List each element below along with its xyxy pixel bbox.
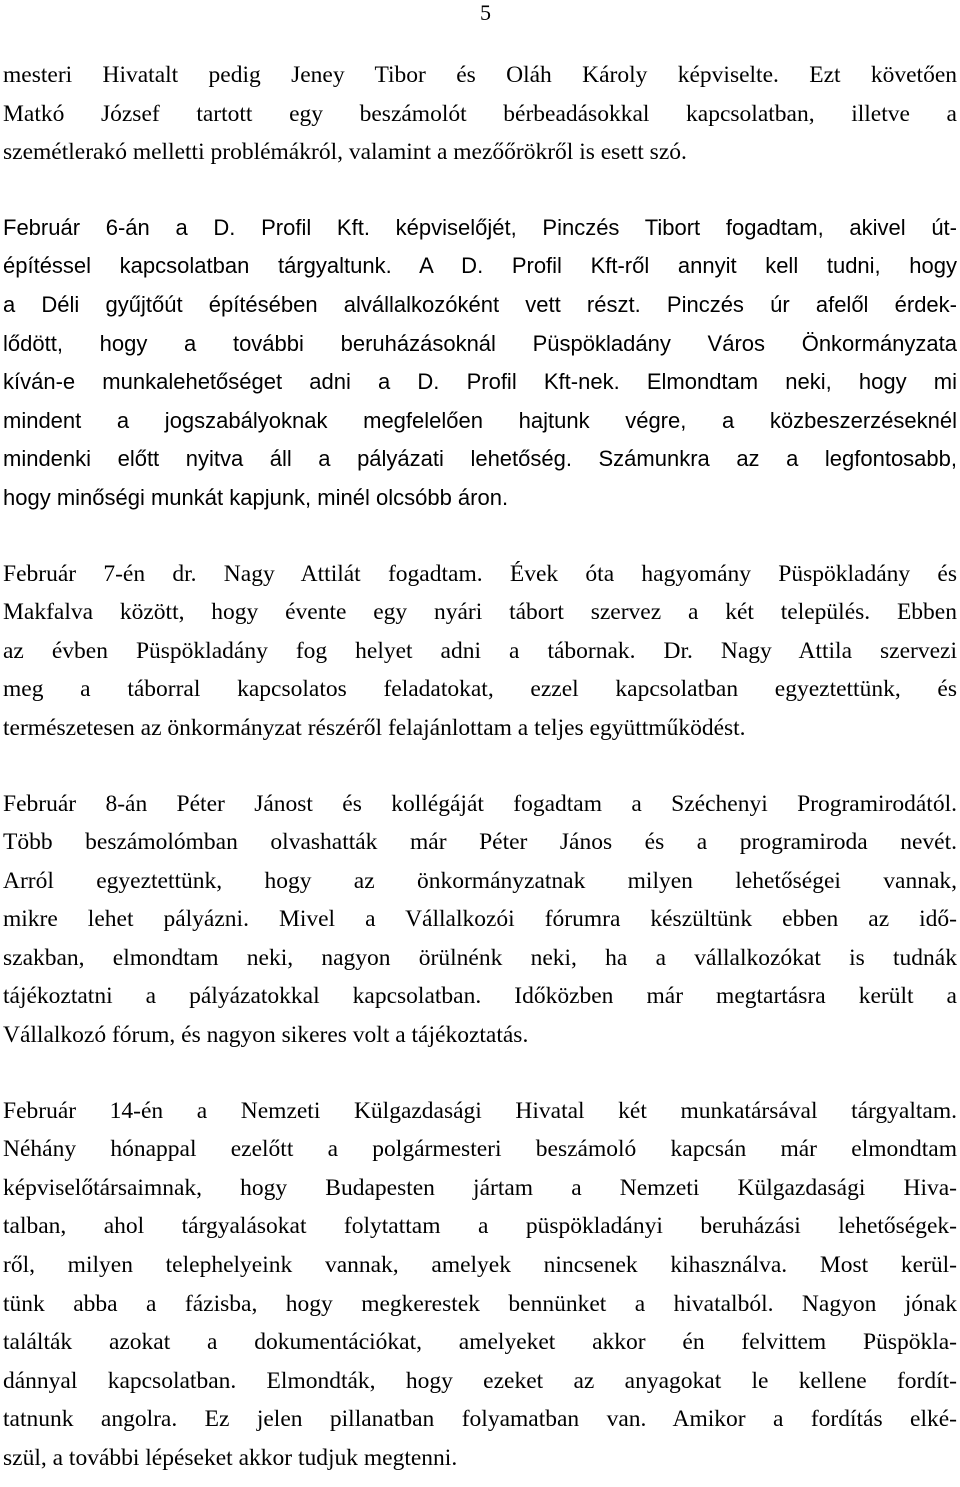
text-line: Arról egyeztettünk, hogy az önkormányzatnak milyen lehetőségei vannak, [3,867,957,894]
text-line: természetesen az önkormányzat részéről felajánlottam a teljes együttműködést. [3,714,746,741]
text-line: az évben Püspökladány fog helyet adni a tábornak. Dr. Nagy Attila szervezi [3,637,957,664]
text-line: Néhány hónappal ezelőtt a polgármesteri beszámoló kapcsán már elmondtam [3,1136,957,1163]
text-line: Február 14-én a Nemzeti Külgazdasági Hivatal két munkatársával tárgyaltam. [3,1097,957,1124]
paragraph-4 [3,785,957,1055]
text-line: találták azokat a dokumentációkat, amelyeket akkor én felvittem Püspökla- [3,1329,957,1356]
text-line: talban, ahol tárgyalásokat folytattam a püspökladányi beruházási lehetőségek- [3,1213,957,1240]
text-line: tünk abba a fázisba, hogy megkerestek bennünket a hivatalból. Nagyon jónak [3,1290,957,1317]
text-line: építéssel kapcsolatban tárgyaltunk. A D. Profil Kft-ről annyit kell tudni, hogy [3,253,957,279]
text-line: Február 8-án Péter Jánost és kollégáját fogadtam a Széchenyi Programirodától. [3,790,957,817]
text-line: tájékoztatni a pályázatokkal kapcsolatban. Időközben már megtartásra került a [3,983,957,1010]
text-line: Több beszámolómban olvashatták már Péter János és a programiroda nevét. [3,829,957,856]
text-line: mindent a jogszabályoknak megfelelően hajtunk végre, a közbeszerzéseknél [3,407,957,433]
paragraph-3 [3,555,957,748]
text-line: lődött, hogy a további beruházásoknál Püspökladány Város Önkormányzata [3,330,957,356]
text-line: tatnunk angolra. Ez jelen pillanatban folyamatban van. Amikor a fordítás elké- [3,1406,957,1433]
text-line: képviselőtársaimnak, hogy Budapesten jártam a Nemzeti Külgazdasági Hiva- [3,1174,957,1201]
paragraph-2 [3,209,957,518]
page-number: 5 [480,0,491,25]
document-body [3,56,957,1478]
text-line: meg a táborral kapcsolatos feladatokat, ezzel kapcsolatban egyeztettünk, és [3,676,957,703]
paragraph-1 [3,56,957,172]
text-line: a Déli gyűjtőút építésében alvállalkozóként vett részt. Pinczés úr afelől érdek- [3,291,957,317]
text-line: mikre lehet pályázni. Mivel a Vállalkozói fórumra készültünk ebben az idő- [3,906,957,933]
text-line: szakban, elmondtam neki, nagyon örülnénk neki, ha a vállalkozókat is tudnák [3,944,957,971]
text-line: dánnyal kapcsolatban. Elmondták, hogy ezeket az anyagokat le kellene fordít- [3,1367,957,1394]
text-line: szemétlerakó melletti problémákról, valamint a mezőőrökről is esett szó. [3,139,687,166]
text-line: Február 7-én dr. Nagy Attilát fogadtam. Évek óta hagyomány Püspökladány és [3,560,957,587]
text-line: kíván-e munkalehetőséget adni a D. Profil Kft-nek. Elmondtam neki, hogy mi [3,369,957,395]
text-line: Február 6-án a D. Profil Kft. képviselőjét, Pinczés Tibort fogadtam, akivel út- [3,214,957,240]
text-line: ről, milyen telephelyeink vannak, amelyek nincsenek kihasználva. Most kerül- [3,1252,957,1279]
text-line: mesteri Hivatalt pedig Jeney Tibor és Oláh Károly képviselte. Ezt követően [3,62,957,88]
text-line: Makfalva között, hogy évente egy nyári tábort szervez a két település. Ebben [3,599,957,626]
text-line: hogy minőségi munkát kapjunk, minél olcsóbb áron. [3,484,509,510]
text-line: Matkó József tartott egy beszámolót bérbeadásokkal kapcsolatban, illetve a [3,100,957,127]
text-line: szül, a további lépéseket akkor tudjuk megtenni. [3,1445,458,1471]
text-line: Vállalkozó fórum, és nagyon sikeres volt a tájékoztatás. [3,1022,529,1049]
text-line: mindenki előtt nyitva áll a pályázati lehetőség. Számunkra az a legfontosabb, [3,446,957,472]
paragraph-5 [3,1092,957,1478]
